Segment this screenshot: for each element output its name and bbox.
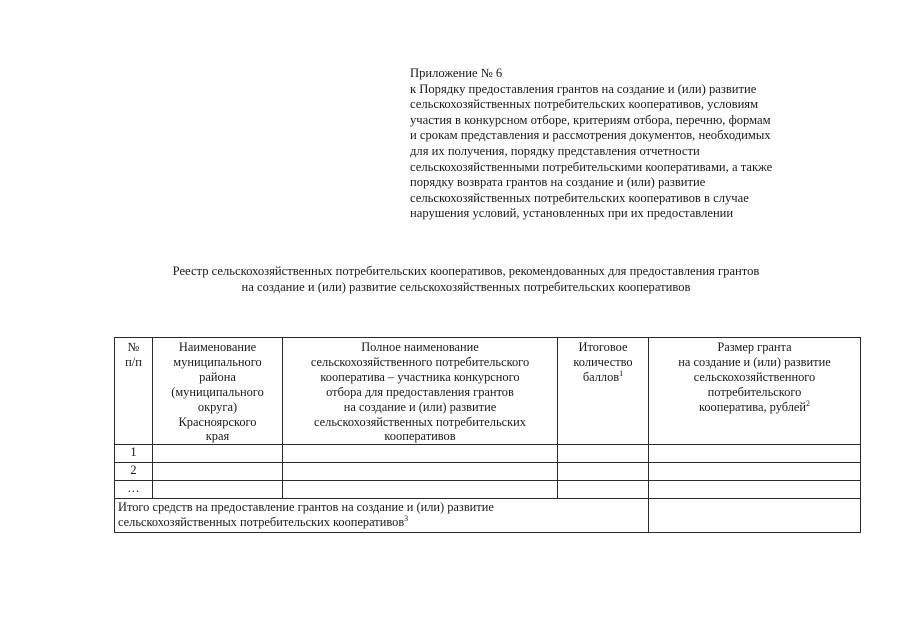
total-value-cell [649,499,861,533]
appendix-line: участия в конкурсном отборе, критериям отбора, перечню, формам [410,112,771,127]
row-number: 2 [115,463,153,481]
register-heading [60,264,872,295]
appendix-line: сельскохозяйственных потребительских кооперативов, условиям [410,97,759,112]
header-score: Итоговое количество баллов$^1$ [558,338,649,445]
total-row [115,499,861,533]
table-cell [283,445,558,463]
table-cell [283,463,558,481]
appendix-line: нарушения условий, установленных при их предоставлении [410,206,734,221]
table-cell [558,463,649,481]
heading-line: Реестр сельскохозяйственных потребительских кооперативов, рекомендованных для предоставления грантов [172,264,760,278]
appendix-line: порядку возврата грантов на создание и (или) развитие [410,175,706,190]
appendix-line: сельскохозяйственных потребительских кооперативов в случае [410,190,749,205]
table-cell [649,445,861,463]
header-cooperative: Полное наименование сельскохозяйственного потребительского кооператива – участника конкурсного отбора для предоставления грантов на создание и (или) развитие сельскохозяйственных потребительских кооперативов [283,338,558,445]
total-label: Итого средств на предоставление грантов на создание и (или) развитие сельскохозяйственных потребительских кооперативов$^3$ [115,499,649,533]
table-cell [558,445,649,463]
footnote-marker: 2 [806,398,811,408]
appendix-line: Приложение № 6 [410,66,503,80]
table-cell [649,481,861,499]
appendix-line: сельскохозяйственными потребительскими кооперативами, а также [410,159,773,174]
footnote-marker: 3 [404,514,409,524]
appendix-note [410,66,880,222]
table-cell [283,481,558,499]
table-cell [153,463,283,481]
footnote-marker: 1 [619,368,624,378]
table-row [115,445,861,463]
table-row [115,481,861,499]
table-cell [649,463,861,481]
appendix-line: к Порядку предоставления грантов на создание и (или) развитие [410,81,757,96]
appendix-line: и срокам представления и рассмотрения документов, необходимых [410,128,771,143]
header-municipality: Наименование муниципального района (муниципального округа) Красноярского края [153,338,283,445]
header-grant: Размер гранта на создание и (или) развитие сельскохозяйственного потребительского кооператива, рублей$^2$ [649,338,861,445]
table-header-row [115,338,861,445]
heading-line: на создание и (или) развитие сельскохозяйственных потребительских кооперативов [241,279,691,294]
table-cell [558,481,649,499]
row-number: … [115,481,153,499]
table-cell [153,445,283,463]
appendix-line: для их получения, порядку представления отчетности [410,143,700,158]
row-number: 1 [115,445,153,463]
table-cell [153,481,283,499]
register-table [114,337,861,533]
table-row [115,463,861,481]
header-number: № п/п [115,338,153,445]
